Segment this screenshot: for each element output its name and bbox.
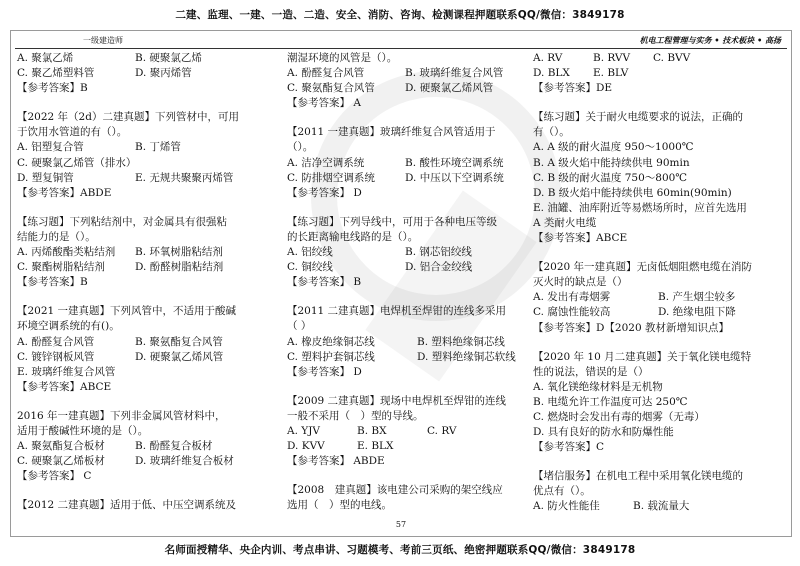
option: E. 玻璃纤维复合风管 <box>17 365 116 378</box>
option: D. 硬聚氯乙烯风管 <box>135 350 224 363</box>
option: C. 塑料护套铜芯线 <box>287 350 375 363</box>
option: A. 铝塑复合管 <box>17 141 84 154</box>
question-text: 性的说法，错误的是（） <box>533 365 649 378</box>
option-row <box>17 245 269 260</box>
column-2 <box>287 51 539 513</box>
answer-line: 【参考答案】D【2020 教材新增知识点】 <box>533 321 729 334</box>
option: A. 发出有毒烟雾 <box>533 291 611 304</box>
answer-line: 【参考答案】ABCE <box>533 232 628 245</box>
option-row <box>287 245 539 260</box>
option: C. 硬聚氯乙烯管（排水） <box>17 156 137 169</box>
question-text: （）。 <box>287 141 314 154</box>
document-page <box>10 30 792 537</box>
question-text: 【2008 建真题】该电建公司采购的架空线应 <box>287 484 503 497</box>
question-text: 优点有（）。 <box>533 485 591 498</box>
option: B. 载流量大 <box>633 500 690 513</box>
option: C. RV <box>427 424 457 437</box>
option: B. BX <box>357 424 387 437</box>
option-row <box>17 335 269 350</box>
answer-line: 【参考答案】ABDE <box>17 186 112 199</box>
option: B. A 级火焰中能持续供电 90min <box>533 156 690 169</box>
question-text: 灭火时的缺点是（） <box>533 276 628 289</box>
option: E. 油罐、油库附近等易燃场所时，应首先选用 <box>533 201 747 214</box>
question-text: 2016 年一建真题】下列非金属风管材料中， <box>17 409 226 422</box>
option: D. 硬聚氯乙烯风管 <box>405 82 494 95</box>
option: A. 铝绞线 <box>287 246 333 259</box>
question-text: 【练习题】下列粘结剂中，对金属具有很强粘 <box>17 215 227 228</box>
option-row <box>533 66 785 81</box>
option: C. 聚酯树脂粘结剂 <box>17 261 105 274</box>
option: D. B 级火焰中能持续供电 60min(90min) <box>533 186 732 199</box>
option: A. 洁净空调系统 <box>287 156 365 169</box>
option-row <box>533 290 785 305</box>
question-text: 【练习题】下列导线中，可用于各种电压等级 <box>287 215 497 228</box>
option-row <box>287 439 539 454</box>
question-text: 【2012 二建真题】适用于低、中压空调系统及 <box>17 499 237 512</box>
option: B. 酸性环境空调系统 <box>405 156 504 169</box>
option-row <box>17 365 269 380</box>
option-row <box>287 171 539 186</box>
answer-line: 【参考答案】B <box>17 82 88 95</box>
question-text: （ ） <box>287 320 312 333</box>
option: D. 具有良好的防水和防爆性能 <box>533 426 674 439</box>
option: A. 酚醛复合风管 <box>17 335 95 348</box>
option: B. 电缆允许工作温度可达 250℃ <box>533 395 688 408</box>
option-row <box>287 424 539 439</box>
question-text: 【2020 年一建真题】无卤低烟阻燃电缆在消防 <box>533 261 753 274</box>
option-row <box>17 350 269 365</box>
option: D. 绝缘电阻下降 <box>658 306 736 319</box>
option: A. 橡皮绝缘铜芯线 <box>287 335 375 348</box>
question-text: 结能力的是（）。 <box>17 230 96 243</box>
header-right: 机电工程管理与实务 • 技术板块 • 高扬 <box>639 35 781 45</box>
question-text: 【2021 一建真题】下列风管中，不适用于酸碱 <box>17 305 237 318</box>
option: B. 酚醛复合板材 <box>135 440 213 453</box>
option: C. 聚氨酯复合风管 <box>287 82 375 95</box>
option: A. 丙烯酸酯类粘结剂 <box>17 246 116 259</box>
option: D. 中压以下空调系统 <box>405 171 504 184</box>
header-left: 一级建造师 <box>83 36 123 45</box>
question-text: 的长距离输电线路的是（）。 <box>287 230 419 243</box>
question-text: 【2009 二建真题】现场中电焊机至焊钳的连线 <box>287 394 507 407</box>
option-row <box>17 140 269 155</box>
page-number: 57 <box>395 520 407 529</box>
option: D. 酚醛树脂粘结剂 <box>135 261 224 274</box>
option: D. 塑复铜管 <box>17 171 74 184</box>
answer-line: 【参考答案】B <box>17 276 88 289</box>
option: C. 聚乙烯塑料管 <box>17 67 95 80</box>
bottom-banner: 名师面授精华、央企内训、考点串讲、习题模考、考前三页纸、绝密押题联系QQ/微信：3849178 <box>164 544 636 556</box>
question-text: 于饮用水管道的有（）。 <box>17 126 128 139</box>
answer-line: 【参考答案】 D <box>287 186 362 199</box>
option-row <box>17 171 269 186</box>
question-text: 【2022 年（2d）二建真题】下列管材中，可用 <box>17 111 239 124</box>
question-text: 潮湿环境的风管是（）。 <box>287 52 398 64</box>
option: E. 无规共聚聚丙烯管 <box>135 171 234 184</box>
option: D. BLX <box>533 67 570 80</box>
answer-line: 【参考答案】 C <box>17 470 92 483</box>
option: D. 塑料绝缘铜芯软线 <box>417 350 516 363</box>
option: A. YJV <box>287 424 320 437</box>
option: A. 防火性能佳 <box>533 500 600 513</box>
answer-line: 【参考答案】 D <box>287 365 362 378</box>
option: B. 钢芯铝绞线 <box>405 246 472 259</box>
question-text: 【堵信服务】在机电工程中采用氧化镁电缆的 <box>533 470 743 483</box>
option: B. 玻璃纤维复合风管 <box>405 67 504 80</box>
option-row <box>533 51 785 66</box>
option-row <box>287 350 539 365</box>
option: A. 氧化镁绝缘材料是无机物 <box>533 380 663 393</box>
option: B. RVV <box>593 52 631 64</box>
option: C. 燃烧时会发出有毒的烟雾（无毒） <box>533 410 705 423</box>
column-3 <box>533 51 785 515</box>
header-rule <box>15 48 787 49</box>
answer-line: 【参考答案】C <box>533 441 605 454</box>
option-row <box>17 156 269 171</box>
option: A 类耐火电缆 <box>533 216 597 229</box>
option: B. 塑料绝缘铜芯线 <box>417 335 505 348</box>
top-banner: 二建、监理、一建、一造、二造、安全、消防、咨询、检测课程押题联系QQ/微信：3849178 <box>175 9 625 21</box>
option-row <box>17 51 269 66</box>
option: A. RV <box>533 52 563 64</box>
option: C. 防排烟空调系统 <box>287 171 375 184</box>
question-text: 适用于酸碱性环境的是（）。 <box>17 424 149 437</box>
option-row <box>287 66 539 81</box>
option-row <box>287 156 539 171</box>
option: C. 镀锌钢板风管 <box>17 350 95 363</box>
option-row <box>287 81 539 96</box>
option: C. 硬聚氯乙烯板材 <box>17 455 105 468</box>
question-text: 有（）。 <box>533 126 570 139</box>
option: D. KVV <box>287 440 325 453</box>
option-row <box>17 260 269 275</box>
option: C. B 级的耐火温度 750～800℃ <box>533 171 688 184</box>
option-row <box>287 260 539 275</box>
option: B. 产生烟尘较多 <box>658 291 736 304</box>
option: C. BVV <box>653 52 691 64</box>
option: E. BLV <box>593 67 629 80</box>
option-row <box>533 305 785 320</box>
option: D. 聚丙烯管 <box>135 67 192 80</box>
option: B. 环氧树脂粘结剂 <box>135 246 223 259</box>
option: A. 聚氯乙烯 <box>17 52 74 64</box>
option: B. 硬聚氯乙烯 <box>135 52 202 64</box>
option: A. A 级的耐火温度 950～1000℃ <box>533 141 694 154</box>
option: B. 丁烯管 <box>135 141 181 154</box>
answer-line: 【参考答案】 ABDE <box>287 455 385 468</box>
answer-line: 【参考答案】 B <box>287 276 362 289</box>
option: D. 铝合金绞线 <box>405 261 473 274</box>
option-row <box>17 66 269 81</box>
option-row <box>17 454 269 469</box>
column-1 <box>17 51 269 513</box>
option: C. 腐蚀性能较高 <box>533 306 611 319</box>
answer-line: 【参考答案】ABCE <box>17 380 112 393</box>
question-text: 【2020 年 10 月二建真题】关于氧化镁电缆特 <box>533 350 752 363</box>
question-text: 【2011 一建真题】玻璃纤维复合风管适用于 <box>287 126 496 139</box>
question-text: 【2011 二建真题】电焊机至焊钳的连线多采用 <box>287 305 507 318</box>
option: B. 聚氨酯复合风管 <box>135 335 223 348</box>
question-text: 选用（ ）型的电线。 <box>287 499 392 512</box>
option-row <box>287 335 539 350</box>
question-text: 一般不采用（ ）型的导线。 <box>287 409 424 422</box>
option-row <box>533 499 785 514</box>
question-text: 【练习题】关于耐火电缆要求的说法，正确的 <box>533 111 743 124</box>
option: C. 铜绞线 <box>287 261 333 274</box>
option: D. 玻璃纤维复合板材 <box>135 455 234 468</box>
option-row <box>17 439 269 454</box>
option: A. 酚醛复合风管 <box>287 67 365 80</box>
option: A. 聚氨酯复合板材 <box>17 440 105 453</box>
option: E. BLX <box>357 440 394 453</box>
answer-line: 【参考答案】DE <box>533 82 613 95</box>
question-text: 环境空调系统的有()。 <box>17 320 120 333</box>
answer-line: 【参考答案】 A <box>287 97 361 110</box>
